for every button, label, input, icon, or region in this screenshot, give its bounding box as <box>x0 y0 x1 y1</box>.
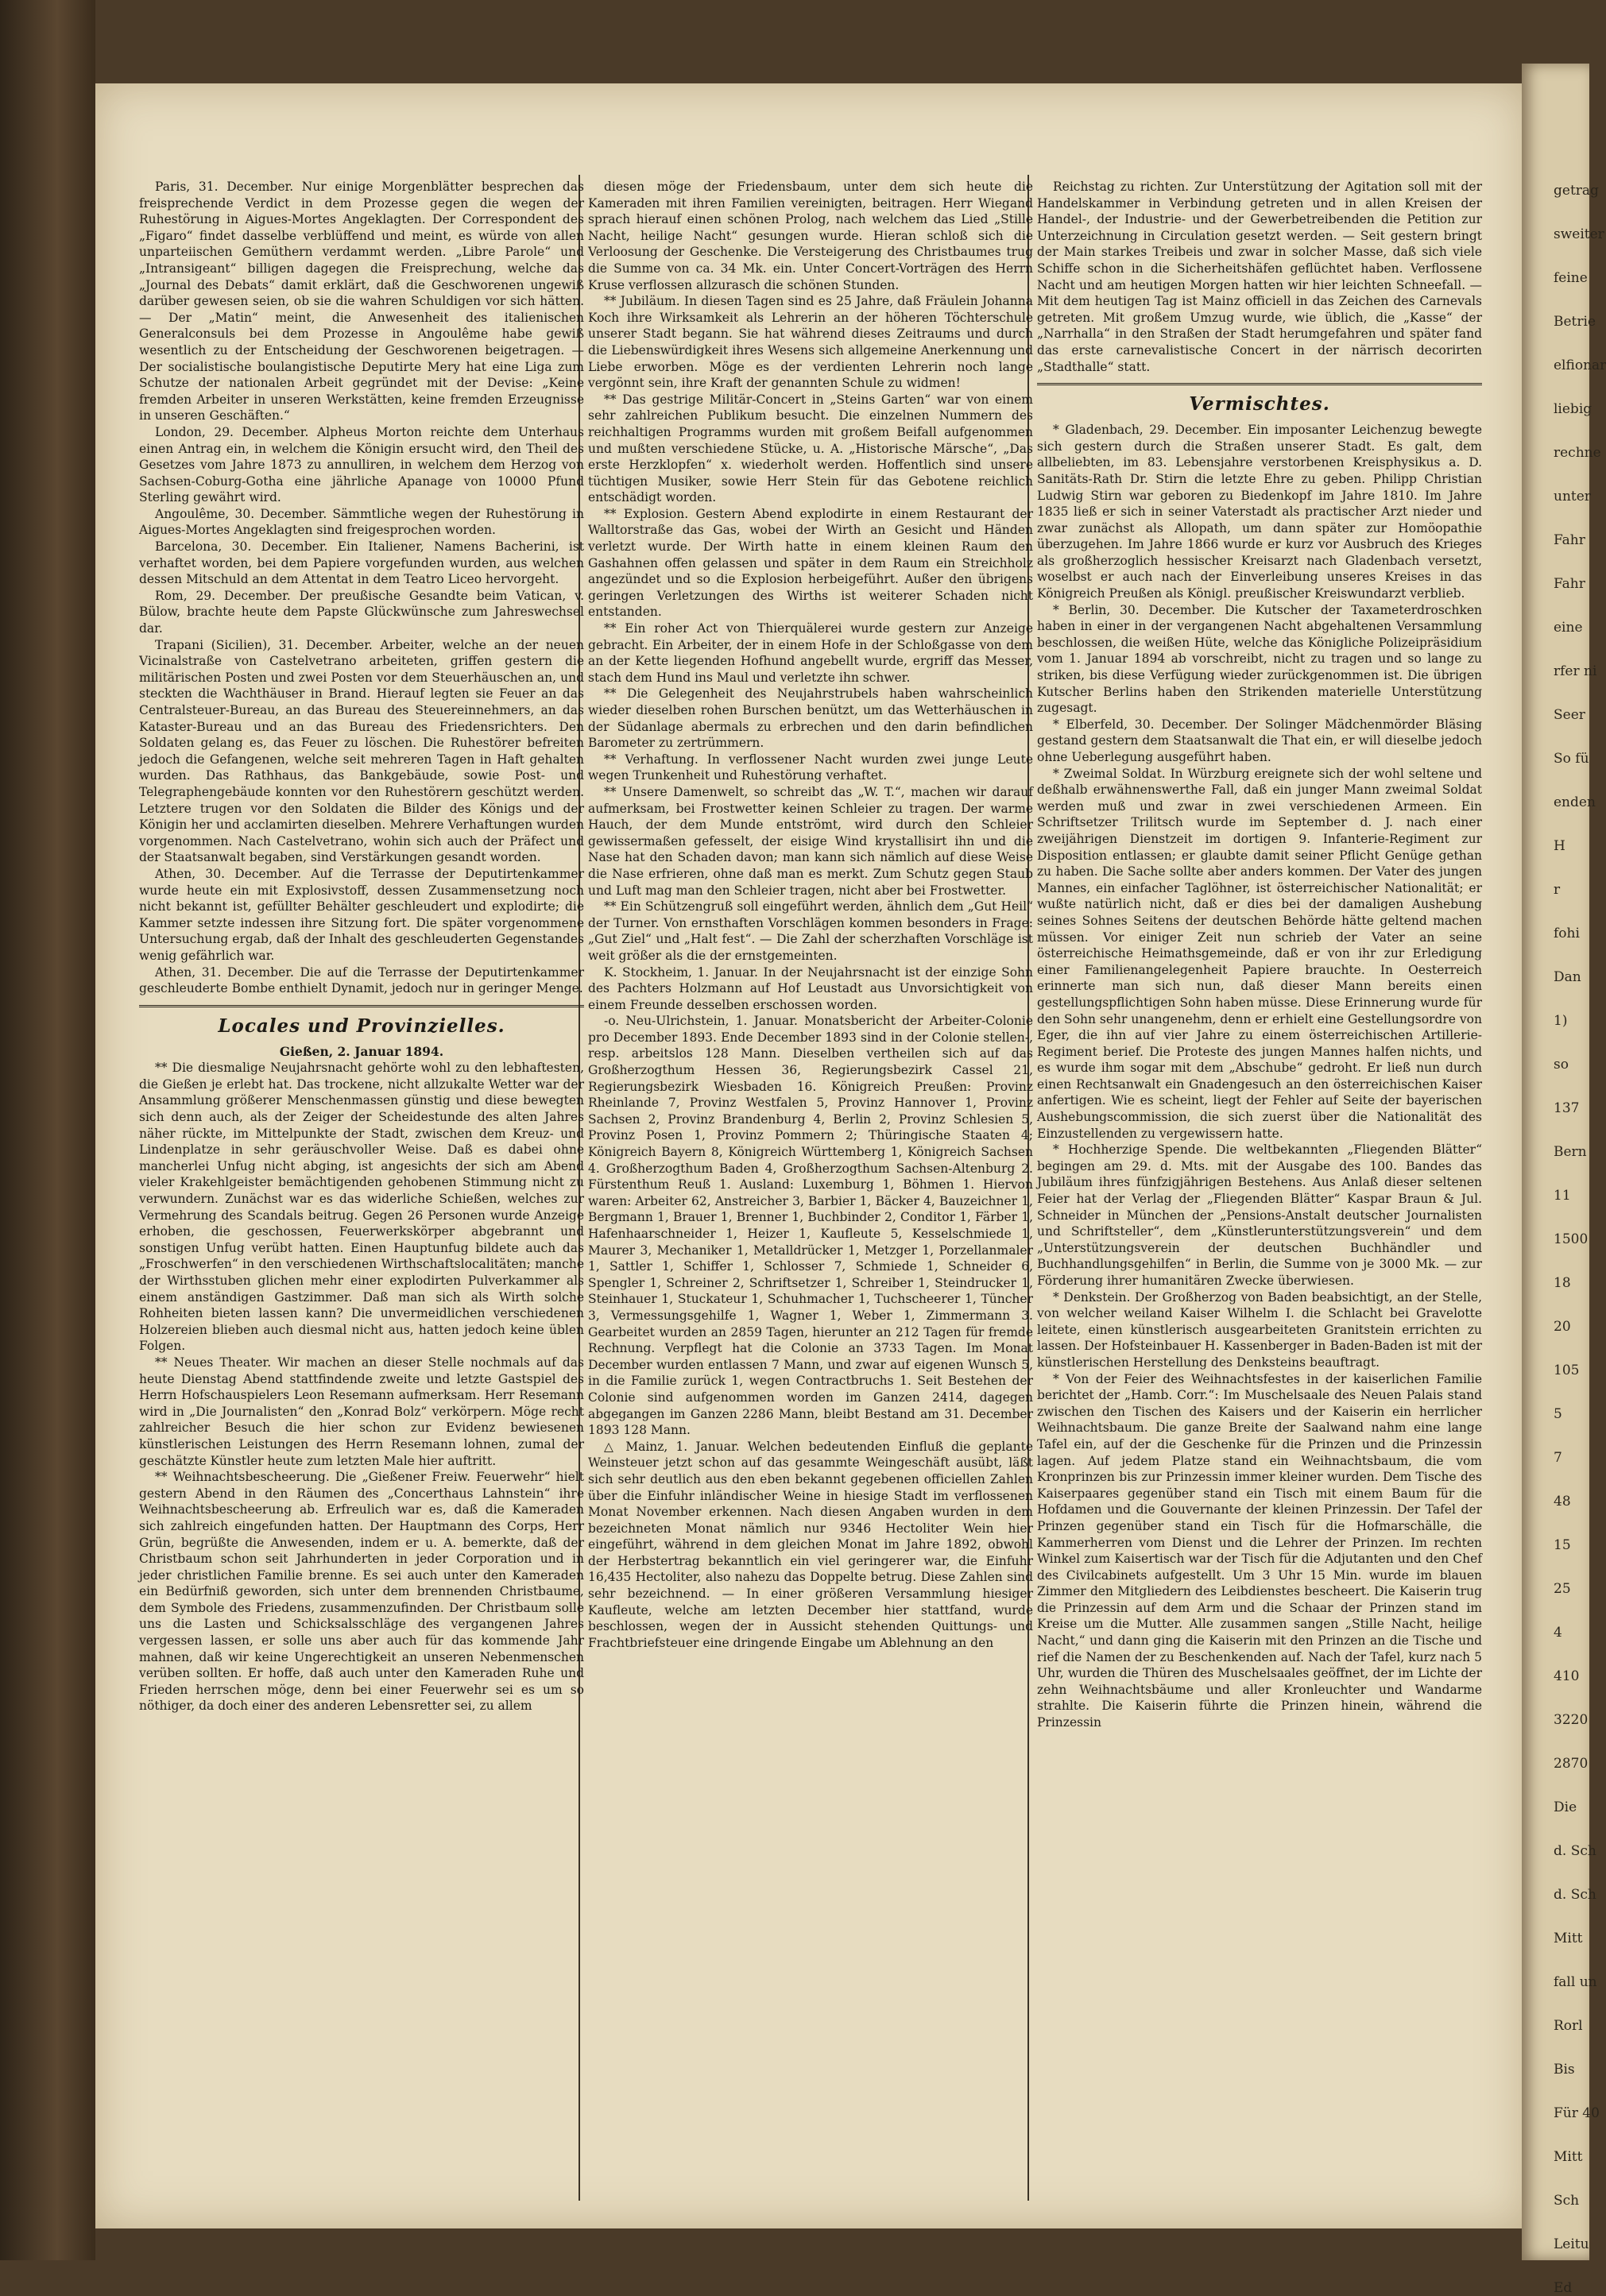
dateline-giessen: Gießen, 2. Januar 1894. <box>279 1043 444 1059</box>
article-neujahrsnacht: ** Die diesmalige Neujahrsnacht gehörte wohl zu den lebhaftesten, die Gießen je erlebt hat. Das trockene, nicht allzukalte Wetter war der Ansammlung größerer Menschenmassen günstig und diese bewegten sich denn auch, als der Zeiger der Scheidestunde des alten Jahres näher rückte, im Mittelpunkte der Stadt, zwischen dem Kreuz- und Lindenplatze in sehr geräuschvoller Weise. Daß es dabei ohne mancherlei Unfug nicht abging, ist angesichts der sich am Abend vieler Krakehlgeister bemächtigenden gehobenen Stimmung nicht zu verwundern. Zunächst war es das widerliche Schießen, welches zur Vermehrung des Scandals beitrug. Gegen 26 Personen wurde Anzeige erhoben, die geschossen, Feuerwerkskörper abgebrannt und sonstigen Unfug verübt hatten. Einen Hauptunfug bildete auch das „Froschwerfen“ in den verschiedenen Wirthschaftslocalitäten; manche der Wirthsstuben glichen mehr einer explodirten Pulverkammer als einem anständigen Gastzimmer. Daß man sich als Wirth solche Rohheiten bieten lassen kann? Die unvermeidlichen verschiedenen Holzereien blieben auch diesmal nicht aus, hatten jedoch keine üblen Folgen. <box>139 1061 584 1354</box>
margin-fragment: Fahr <box>1554 576 1585 592</box>
margin-fragment: 410 <box>1554 1668 1580 1684</box>
margin-fragment: 25 <box>1554 1581 1571 1597</box>
article-neu-ulrichstein: -o. Neu-Ulrichstein, 1. Januar. Monatsbericht der Arbeiter-Colonie pro December 1893. Ende December 1893 sind in der Colonie stellen-, resp. arbeitslos 128 Mann. Dieselben vertheilen sich auf das Großherzogthum Hessen 36, Regierungsbezirk Cassel 21, Regierungsbezirk Wiesbaden 16. Königreich Preußen: Provinz Rheinlande 7, Provinz Westfalen 5, Provinz Hannover 1, Provinz Sachsen 2, Provinz Brandenburg 4, Berlin 2, Provinz Schlesien 5, Provinz Posen 1, Provinz Pommern 2; Thüringische Staaten 4; Königreich Bayern 8, Königreich Württemberg 1, Königreich Sachsen 4. Großherzogthum Baden 4, Großherzogthum Sachsen-Altenburg 2. Fürstenthum Reuß 1. Ausland: Luxemburg 1, Böhmen 1. Hiervon waren: Arbeiter 62, Anstreicher 3, Barbier 1, Bäcker 4, Bauzeichner 1, Bergmann 1, Brauer 1, Brenner 1, Buchbinder 2, Conditor 1, Färber 1, Hafenhaarschneider 1, Heizer 1, Kaufleute 5, Kesselschmiede 1, Maurer 3, Mechaniker 1, Metalldrücker 1, Metzger 1, Porzellanmaler 1, Sattler 1, Schiffer 1, Schlosser 7, Schmiede 1, Schneider 6, Spengler 1, Schreiner 2, Schriftsetzer 1, Schreiber 1, Steindrucker 1, Steinhauer 1, Stuckateur 1, Schuhmacher 1, Tuchscheerer 1, Tüncher 3, Vermessungsgehilfe 1, Wagner 1, Weber 1, Zimmermann 3. Gearbeitet wurden an 2859 Tagen, hierunter an 212 Tagen für fremde Rechnung. Verpflegt hat die Colonie an 3733 Tagen. Im Monat December wurden entlassen 7 Mann, und zwar auf eigenen Wunsch 5, in die Familie zurück 1, wegen Contractbruchs 1. Seit Bestehen der Colonie sind aufgenommen worden im Ganzen 2414, dagegen abgegangen im Ganzen 2286 Mann, bleibt Bestand am 31. December 1893 128 Mann. <box>588 1014 1033 1438</box>
article-rom: Rom, 29. December. Der preußische Gesandte beim Vatican, v. Bülow, brachte heute dem Papste Glückwünsche zum Jahreswechsel dar. <box>139 588 584 636</box>
margin-fragment: eine <box>1554 620 1583 636</box>
section-title-locales: Locales und Provinzielles. <box>218 1015 505 1037</box>
article-thierquaelerei: ** Ein roher Act von Thierquälerei wurde gestern zur Anzeige gebracht. Ein Arbeiter, der in einem Hofe in der Schloßgasse von dem an der Kette liegenden Hofhund angebellt wurde, ergriff das Messer, stach dem Hund ins Maul und verletzte ihn schwer. <box>588 621 1033 685</box>
article-mainz: △ Mainz, 1. Januar. Welchen bedeutenden Einfluß die geplante Weinsteuer jetzt schon auf das gesammte Weingeschäft ausübt, läßt sich sehr deutlich aus den eben bekannt gegebenen officiellen Zahlen über die Einfuhr inländischer Weine in hiesige Stadt im verflossenen Monat November erkennen. Nach diesen Angaben wurden in dem bezeichneten Monat nämlich nur 9346 Hectoliter Wein hier eingeführt, während in dem gleichen Monat im Jahre 1892, obwohl der Herbstertrag bekanntlich ein viel geringerer war, die Einfuhr 16,435 Hectoliter, also nahezu das Doppelte betrug. Diese Zahlen sind sehr bezeichnend. — In einer größeren Versammlung hiesiger Kaufleute, welche am letzten December hier stattfand, wurde beschlossen, wegen der in Aussicht stehenden Quittungs- und Frachtbriefsteuer eine dringende Eingabe um Ablehnung an den <box>588 1439 1033 1650</box>
margin-fragment: liebig <box>1554 401 1592 417</box>
section-divider <box>139 1005 584 1007</box>
article-schuetzengruss: ** Ein Schützengruß soll eingeführt werden, ähnlich dem „Gut Heil“ der Turner. Von ernsthaften Vorschlägen kommen besonders in Frage: „Gut Ziel“ und „Halt fest“. — Die Zahl der scherzhaften Vorschläge ist weit größer als die der ernstgemeinten. <box>588 899 1033 963</box>
column-3 <box>1037 179 1482 2197</box>
margin-fragment: rechne <box>1554 445 1601 461</box>
margin-fragment: rfer ni <box>1554 663 1597 679</box>
article-berlin: * Berlin, 30. December. Die Kutscher der Taxameterdroschken haben in einer in der vergangenen Nacht abgehaltenen Versammlung beschlossen, die weißen Hüte, welche das Königliche Polizeipräsidium vom 1. Januar 1894 ab vorschreibt, nicht zu tragen und so lange zu striken, bis diese Verfügung wieder zurückgenommen ist. Die übrigen Kutscher Berlins haben den Strikenden materielle Unterstützung zugesagt. <box>1037 602 1482 716</box>
margin-fragment: 20 <box>1554 1319 1571 1335</box>
margin-fragment: 4 <box>1554 1625 1562 1641</box>
margin-fragment: Seer <box>1554 707 1585 723</box>
margin-fragment: Bern <box>1554 1144 1587 1160</box>
article-stockheim: K. Stockheim, 1. Januar. In der Neujahrsnacht ist der einzige Sohn des Pachters Holzmann auf Hof Leustadt aus Unvorsichtigkeit von einem Freunde desselben erschossen worden. <box>588 964 1033 1012</box>
margin-fragment: 48 <box>1554 1494 1571 1509</box>
margin-fragment: d. Sch <box>1554 1843 1596 1859</box>
margin-fragment: Die <box>1554 1799 1577 1815</box>
article-explosion: ** Explosion. Gestern Abend explodirte in einem Restaurant der Walltorstraße das Gas, wobei der Wirth an Gesicht und Händen verletzt wurde. Der Wirth hatte in einem kleinen Raum den Gashahnen offen gelassen und später in dem Raum ein Streichholz angezündet und so die Explosion herbeigeführt. Außer den übrigens geringen Verletzungen des Wirths ist weiterer Schaden nicht entstanden. <box>588 506 1033 620</box>
article-london: London, 29. December. Alpheus Morton reichte dem Unterhaus einen Antrag ein, in welchem die Königin ersucht wird, den Theil des Gesetzes vom Jahre 1873 zu annulliren, in welchem dem Herzog von Sachsen-Coburg-Gotha eine jährliche Apanage von 10000 Pfund Sterling gewährt wird. <box>139 424 584 505</box>
margin-fragment: 5 <box>1554 1406 1562 1422</box>
article-gladenbach: * Gladenbach, 29. December. Ein imposanter Leichenzug bewegte sich gestern durch die Straßen unserer Stadt. Es galt, dem allbeliebten, im 83. Lebensjahre verstorbenen Kreisphysikus a. D. Sanitäts-Rath Dr. Stirn die letzte Ehre zu geben. Philipp Christian Ludwig Stirn war geboren zu Biedenkopf im Jahre 1810. Im Jahre 1835 ließ er sich in seiner Vaterstadt als practischer Arzt nieder und zwar zunächst als Allopath, um dann später zur Homöopathie überzugehen. Im Jahre 1866 wurde er kurz vor Ausbruch des Krieges als großherzoglich hessischer Kreisarzt nach Gladenbach versetzt, woselbst er auch nach der Einverleibung unseres Kreises in das Königreich Preußen als Königl. preußischer Kreiswundarzt verblieb. <box>1037 423 1482 601</box>
margin-fragment: Bis <box>1554 2062 1575 2078</box>
margin-fragment: Mitt <box>1554 1931 1583 1946</box>
article-theater: ** Neues Theater. Wir machen an dieser Stelle nochmals auf das heute Dienstag Abend stattfindende zweite und letzte Gastspiel des Herrn Hofschauspielers Leon Resemann aufmerksam. Herr Resemann wird in „Die Journalisten“ den „Konrad Bolz“ verkörpern. Möge recht zahlreicher Besuch die hier schon zur Evidenz bewiesenen künstlerischen Leistungen des Herrn Resemann lohnen, zumal der geschätzte Künstler heute zum letzten Male hier auftritt. <box>139 1355 584 1468</box>
margin-fragment: 2870 <box>1554 1756 1589 1772</box>
article-hochherzige-spende: * Hochherzige Spende. Die weltbekannten „Fliegenden Blätter“ begingen am 29. d. Mts. mit der Ausgabe des 100. Bandes das Jubiläum ihres fünfzigjährigen Bestehens. Aus Anlaß dieser seltenen Feier hat der Verlag der „Fliegenden Blätter“ Kaspar Braun & Jul. Schneider in München der „Pensions-Anstalt deutscher Journalisten und Schriftsteller“, dem „Künstlerunterstützungsverein“ und dem „Unterstützungsverein der deutschen Buchhändler und Buchhandlungsgehilfen“ in Berlin, die Summe von je 3000 Mk. — zur Förderung ihrer humanitären Zwecke überwiesen. <box>1037 1142 1482 1288</box>
article-angouleme: Angoulême, 30. December. Sämmtliche wegen der Ruhestörung in Aigues-Mortes Angeklagten sind freigesprochen worden. <box>139 506 584 538</box>
margin-fragment: Dan <box>1554 969 1581 985</box>
margin-fragment: Sch <box>1554 2193 1580 2209</box>
margin-fragment: r <box>1554 882 1561 898</box>
article-mainz-cont: Reichstag zu richten. Zur Unterstützung der Agitation soll mit der Handelskammer in Verbindung getreten und in allen Kreisen der Handel-, der Industrie- und der Gewerbetreibenden die Petition zur Unterzeichnung in Circulation gesetzt werden. — Seit gestern bringt der Main starkes Treibeis und zwar in solcher Masse, daß sich viele Schiffe schon in die Sicherheitshäfen geflüchtet haben. Verflossene Nacht und am heutigen Morgen hatten wir hier leichten Schneefall. — Mit dem heutigen Tag ist Mainz officiell in das Zeichen des Carnevals getreten. Mit großem Umzug wurde, wie üblich, die „Kasse“ der „Narrhalla“ in den Straßen der Stadt herumgefahren und später fand das erste carnevalistische Concert in der närrisch decorirten „Stadthalle“ statt. <box>1037 180 1482 374</box>
article-verhaftung: ** Verhaftung. In verflossener Nacht wurden zwei junge Leute wegen Trunkenheit und Ruhestörung verhaftet. <box>588 752 1033 783</box>
article-barcelona: Barcelona, 30. December. Ein Italiener, Namens Bacherini, ist verhaftet worden, bei dem Papiere vorgefunden wurden, aus welchen dessen Mitschuld an dem Attentat in dem Teatro Liceo hervorgeht. <box>139 539 584 587</box>
margin-fragment: sweiter <box>1554 226 1604 242</box>
article-weihnachtsbescheerung: ** Weihnachtsbescheerung. Die „Gießener Freiw. Feuerwehr“ hielt gestern Abend in den Räumen des „Concerthaus Lahnstein“ ihre Weihnachtsbescheerung ab. Erfreulich war es, daß die Kameraden sich zahlreich eingefunden hatten. Der Hauptmann des Corps, Herr Grün, begrüßte die Anwesenden, indem er u. A. bemerkte, daß der Christbaum schon seit Jahrhunderten in jeder Corporation und in jeder christlichen Familie brenne. Es sei auch unter den Kameraden ein Bedürfniß geworden, sich unter dem brennenden Christbaume, dem Symbole des Friedens, zusammenzufinden. Der Christbaum solle uns die Lasten und Schicksalsschläge des vergangenen Jahres vergessen lassen, er solle uns aber auch für das kommende Jahr mahnen, daß wir keine Ungerechtigkeit an unseren Nebenmenschen verüben sollten. Er hoffe, daß auch unter den Kameraden Ruhe und Frieden herrschen möge, denn bei einer Feuerwehr sei es um so nöthiger, da doch einer des anderen Lebensretter sei, zu allem <box>139 1470 584 1714</box>
article-militaer-concert: ** Das gestrige Militär-Concert in „Steins Garten“ war von einem sehr zahlreichen Publikum besucht. Die einzelnen Nummern des reichhaltigen Programms wurden mit großem Beifall aufgenommen und mußten verschiedene Stücke, u. A. „Historische Märsche“, „Das erste Herzklopfen“ x. wiederholt werden. Hoffentlich sind unsere tüchtigen Musiker, sowie Herr Stein für das Gebotene reichlich entschädigt worden. <box>588 392 1033 505</box>
margin-fragment: fohi <box>1554 926 1580 941</box>
margin-fragment: 105 <box>1554 1363 1580 1378</box>
margin-fragment: Für 40 <box>1554 2105 1600 2121</box>
margin-fragment: Leitu <box>1554 2236 1589 2252</box>
newspaper-page <box>95 83 1526 2228</box>
section-divider <box>1037 383 1482 385</box>
article-trapani: Trapani (Sicilien), 31. December. Arbeiter, welche an der neuen Vicinalstraße von Castelvetrano arbeiteten, griffen gestern die militärischen Posten und zwei Posten vor dem Steuerhäuschen an, und steckten die Wachthäuser in Brand. Hierauf legten sie Feuer an das Centralsteuer-Bureau, an das Bureau des Steuereinnehmers, an das Kataster-Bureau und an das Bureau des Friedensrichters. Den Soldaten gelang es, das Feuer zu löschen. Die Ruhestörer befreiten jedoch die Gefangenen, welche seit mehreren Tagen in Haft gehalten wurden. Das Rathhaus, das Bankgebäude, sowie Post- und Telegraphengebäude konnten vor den Ruhestörern geschützt werden. Letztere trugen vor den Soldaten die Bilder des Königs und der Königin her und acclamirten dieselben. Mehrere Verhaftungen wurden vorgenommen. Nach Castelvetrano, wohin sich auch der Präfect und der Staatsanwalt begaben, sind Verstärkungen gesandt worden. <box>139 637 584 865</box>
article-denkstein: * Denkstein. Der Großherzog von Baden beabsichtigt, an der Stelle, von welcher weiland Kaiser Wilhelm I. die Schlacht bei Gravelotte leitete, einen künstlerisch ausgearbeiteten Granitstein errichten zu lassen. Der Hofsteinbauer H. Kassenberger in Baden-Baden ist mit der künstlerischen Herstellung des Denksteins beauftragt. <box>1037 1289 1482 1370</box>
margin-fragment: Mitt <box>1554 2149 1583 2165</box>
book-binding <box>0 0 95 2260</box>
section-title-vermischtes: Vermischtes. <box>1189 393 1330 416</box>
margin-fragment: 15 <box>1554 1537 1571 1553</box>
margin-fragment: So fü <box>1554 751 1589 767</box>
margin-fragment: Rorl <box>1554 2018 1583 2034</box>
margin-fragment: Betrie <box>1554 314 1596 330</box>
article-wetterhaeuschen: ** Die Gelegenheit des Neujahrstrubels haben wahrscheinlich wieder dieselben rohen Burschen benützt, um das Wetterhäuschen in der Südanlage abermals zu erbrechen und den darin befindlichen Barometer zu zertrümmern. <box>588 686 1033 751</box>
margin-fragment: 11 <box>1554 1188 1571 1204</box>
margin-fragment: 1500 <box>1554 1231 1589 1247</box>
article-zweimal-soldat: * Zweimal Soldat. In Würzburg ereignete sich der wohl seltene und deßhalb erwähnenswerthe Fall, daß ein junger Mann zweimal Soldat werden muß und zwar in zwei verschiedenen Armeen. Ein Schriftsetzer Trilitsch wurde im September d. J. nach einer zweijährigen Dienstzeit im dortigen 9. Infanterie-Regiment zur Disposition entlassen; er glaubte damit seiner Pflicht Genüge gethan zu haben. Die Sache sollte aber anders kommen. Der Vater des jungen Mannes, ein einfacher Taglöhner, ist österreichischer Nationalität; er wußte natürlich nicht, daß er dies bei der damaligen Aushebung seines Sohnes Seitens der deutschen Behörde hätte geltend machen müssen. Vor einiger Zeit nun schrieb der Vater an seine österreichische Heimathsgemeinde, daß er von ihr zur Erledigung einer Familienangelegenheit Papiere brauchte. In Oesterreich erinnerte man sich nun, daß dieser Mann bereits einen gestellungspflichtigen Sohn haben müsse. Diese Erinnerung wurde für den Sohn sehr unangenehm, denn er erhielt eine Gestellungsordre von Eger, die ihn auf vier Jahre zu einem österreichischen Artillerie-Regiment berief. Die Proteste des jungen Mannes halfen nichts, und es wurde ihm sogar mit dem „Abschube“ gedroht. Er ließ nun durch einen Rechtsanwalt ein Gnadengesuch an den österreichischen Kaiser anfertigen. Wie es scheint, liegt der Fehler auf Seite der bayerischen Aushebungscommission, die sich zuerst über die Nationalität des Einzustellenden zu vergewissern hatte. <box>1037 766 1482 1141</box>
article-elberfeld: * Elberfeld, 30. December. Der Solinger Mädchenmörder Bläsing gestand gestern dem Staatsanwalt die That ein, er will dieselbe jedoch ohne Ueberlegung ausgeführt haben. <box>1037 717 1482 764</box>
margin-fragment: Ed <box>1554 2280 1573 2296</box>
article-jubilaeum: ** Jubiläum. In diesen Tagen sind es 25 Jahre, daß Fräulein Johanna Koch ihre Wirksamkeit als Lehrerin an der höheren Töchterschule unserer Stadt begann. Sie hat während dieses Zeitraums und durch die Liebenswürdigkeit ihres Wesens sich allgemeine Anerkennung und Liebe erworben. Möge es der verdienten Lehrerin noch lange vergönnt sein, ihre Kraft der genannten Schule zu widmen! <box>588 294 1033 391</box>
article-weihnachtsfest-kaiser: * Von der Feier des Weihnachtsfestes in der kaiserlichen Familie berichtet der „Hamb. Corr.“: Im Muschelsaale des Neuen Palais stand zwischen den Tischen des Kaisers und der Kaiserin ein herrlicher Weihnachtsbaum. Die ganze Breite der Saalwand nahm eine lange Tafel ein, auf der die Geschenke für die Prinzen und die Prinzessin lagen. Auf jedem Platze stand ein Weihnachtsbaum, die vom Kronprinzen bis zur Prinzessin immer kleiner wurden. Dem Tische des Kaiserpaares gegenüber stand ein Tisch mit einem Baum für die Hofdamen und die Gouvernante der kleinen Prinzessin. Der Tafel der Prinzen gegenüber stand ein Tisch für die Hofmarschälle, die Kammerherren vom Dienst und die Lehrer der Prinzen. Im rechten Winkel zum Kaisertisch war der Tisch für die Adjutanten und den Chef des Civilcabinets aufgestellt. Um 3 Uhr 15 Min. wurde im blauen Zimmer den Mitgliedern des Leibdienstes bescheert. Die Kaiserin trug die Prinzessin auf dem Arm und die Schaar der Prinzen stand im Kreise um die Mutter. Alle zusammen sangen „Stille Nacht, heilige Nacht,“ und dann ging die Kaiserin mit den Prinzen an die Tische und rief die Namen der zu Beschenkenden auf. Nach der Tafel, kurz nach 5 Uhr, wurden die Thüren des Muschelsaales geöffnet, der im Lichte der zehn Weihnachtsbäume und aller Kronleuchter und Wandarme strahlte. Die Kaiserin führte die Prinzen hinein, während die Prinzessin <box>1037 1371 1482 1730</box>
article-weihnachtsbescheerung-cont: diesen möge der Friedensbaum, unter dem sich heute die Kameraden mit ihren Familien vereinigten, beitragen. Herr Wiegand sprach hierauf einen schönen Prolog, nach welchem das Lied „Stille Nacht, heilige Nacht“ gesungen wurde. Hieran schloß sich die Verloosung der Geschenke. Die Versteigerung des Christbaumes trug die Summe von ca. 34 Mk. ein. Unter Concert-Vorträgen des Herrn Kruse verflossen allzurasch die schönen Stunden. <box>588 180 1033 292</box>
article-damenwelt: ** Unsere Damenwelt, so schreibt das „W. T.“, machen wir darauf aufmerksam, bei Frostwetter keinen Schleier zu tragen. Der warme Hauch, der dem Munde entströmt, wird durch den Schleier gewissermaßen gefesselt, der eisige Wind krystallisirt ihn und die Nase hat den Schaden davon; man kann sich nämlich auf diese Weise die Nase erfrieren, ohne daß man es merkt. Zum Schutz gegen Staub und Luft mag man den Schleier tragen, nicht aber bei Frostwetter. <box>588 784 1033 898</box>
margin-fragment: d. Sch <box>1554 1887 1596 1903</box>
margin-fragment: fall un <box>1554 1974 1597 1990</box>
margin-fragment: 7 <box>1554 1450 1562 1466</box>
adjacent-page-edge <box>1522 64 1606 2296</box>
margin-fragment: so <box>1554 1057 1569 1073</box>
margin-fragment: 1) <box>1554 1013 1568 1029</box>
margin-fragment: elfionar <box>1554 358 1606 373</box>
margin-fragment: unter <box>1554 489 1591 504</box>
margin-fragment: enden <box>1554 794 1596 810</box>
margin-fragment: 3220 <box>1554 1712 1589 1728</box>
article-paris: Paris, 31. December. Nur einige Morgenblätter besprechen das freisprechende Verdict in dem Prozesse gegen die wegen der Ruhestörung in Aigues-Mortes Angeklagten. Der Correspondent des „Figaro“ findet dasselbe verblüffend und meint, es würde von allen unparteiischen Gemüthern verdammt werden. „Libre Parole“ und „Intransigeant“ billigen dagegen die Freisprechung, welche das „Journal des Debats“ damit erklärt, daß die Geschworenen ungewiß darüber gewesen seien, ob sie die wahren Schuldigen vor sich hätten. — Der „Matin“ meint, die Anwesenheit des italienischen Generalconsuls bei dem Prozesse in Angoulême habe gewiß wesentlich zu der Entscheidung der Geschworenen beigetragen. — Der socialistische boulangistische Deputirte Mery hat eine Liga zum Schutze der nationalen Arbeit gegründet mit der Devise: „Keine fremden Arbeiter in unseren Werkstätten, keine fremden Erzeugnisse in unseren Geschäften.“ <box>139 180 584 423</box>
column-2 <box>588 179 1033 2197</box>
margin-fragment: Fahr <box>1554 532 1585 548</box>
margin-fragment: 137 <box>1554 1100 1580 1116</box>
margin-fragment: H <box>1554 838 1565 854</box>
column-1 <box>139 179 584 2197</box>
article-athen-2: Athen, 31. December. Die auf die Terrasse der Deputirtenkammer geschleuderte Bombe enthielt Dynamit, jedoch nur in geringer Menge. <box>139 964 584 996</box>
margin-fragment: 18 <box>1554 1275 1571 1291</box>
article-athen-1: Athen, 30. December. Auf die Terrasse der Deputirtenkammer wurde heute ein mit Explosivstoff, dessen Zusammensetzung noch nicht bekannt ist, gefüllter Behälter geschleudert und explodirte; die Kammer setzte indessen ihre Sitzung fort. Die später vorgenommene Untersuchung ergab, daß der Inhalt des geschleuderten Gegenstandes wenig gefährlich war. <box>139 866 584 963</box>
margin-fragment: getrag <box>1554 183 1599 199</box>
margin-fragment: feine <box>1554 270 1588 286</box>
